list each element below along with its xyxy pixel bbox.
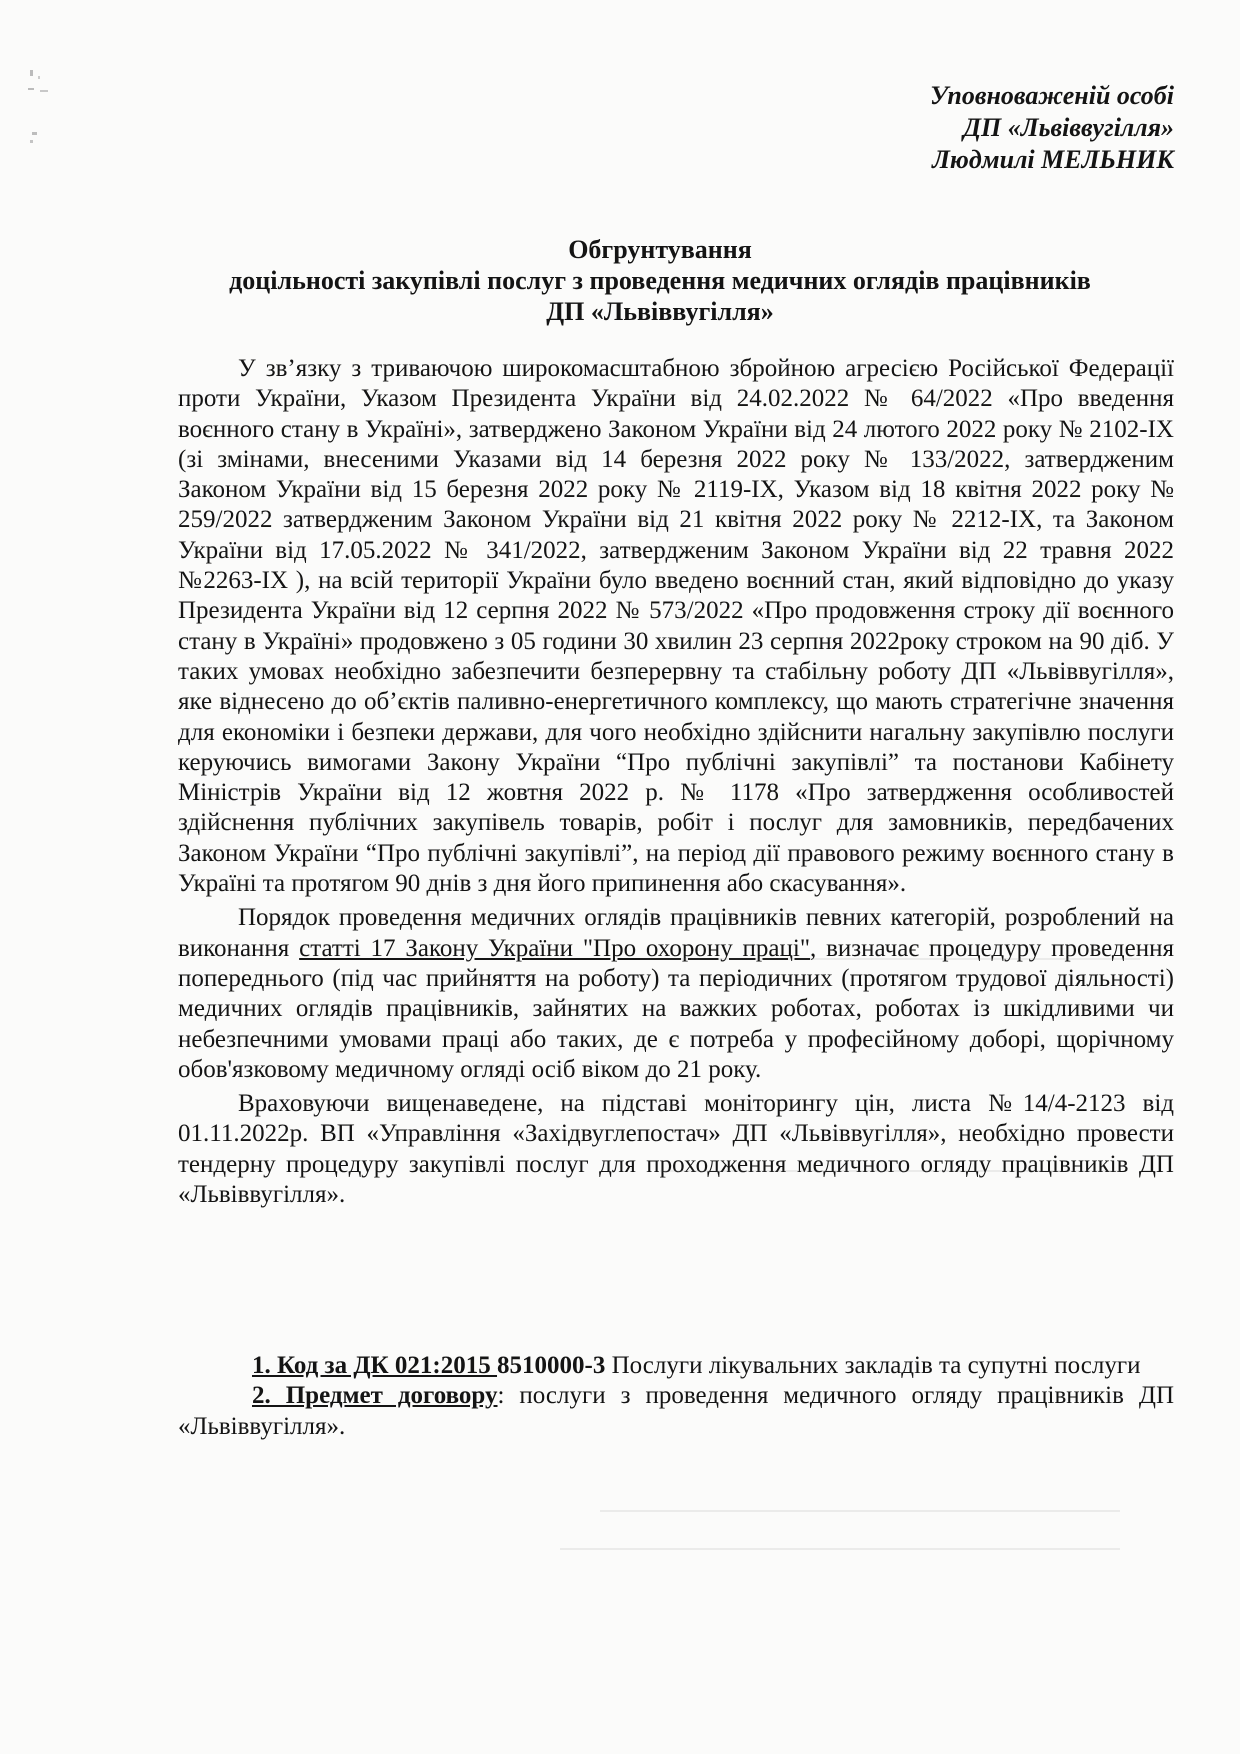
paragraph-medical-exams (178, 903, 1174, 1085)
paragraph-conclusion: Враховуючи вищенаведене, на підставі моніторингу цін, листа №14/4-2123 від 01.11.2022р. ВП «Управління «Західвуглепостач» ДП «Львіввугілля», необхідно провести тендерну процедуру закупівлі послуг для проходження медичного огляду працівників ДП «Львіввугілля». (178, 1090, 1174, 1209)
title-line-2: доцільності закупівлі послуг з проведення медичних оглядів працівників (229, 266, 1091, 295)
addressee-block (930, 80, 1174, 176)
item-contract-subject (178, 1381, 1174, 1442)
item-1-text: Послуги лікувальних закладів та супутні послуги (605, 1352, 1141, 1379)
item-1-label: 1. Код за ДК 021:2015 (252, 1352, 498, 1379)
addressee-line-1: Уповноваженій особі (930, 81, 1174, 110)
scan-shadow-line (560, 1548, 1120, 1550)
scan-artifact-icon (26, 66, 56, 162)
document-title (180, 234, 1140, 327)
scan-shadow-line (660, 1170, 1120, 1172)
item-dk-code (178, 1351, 1174, 1381)
addressee-line-2: ДП «Львіввугілля» (963, 113, 1174, 142)
item-2-label: 2. Предмет договору (252, 1382, 498, 1410)
law-article-link[interactable]: статті 17 Закону України "Про охорону праці" (299, 934, 811, 962)
scan-shadow-line (640, 958, 1140, 960)
procurement-items (178, 1351, 1174, 1442)
scan-shadow-line (600, 1510, 1120, 1512)
item-1-code: 8510000-3 (497, 1352, 606, 1379)
paragraph-medical-exams-start: Порядок проведення медичних оглядів працівників певних категорій, розроблений на виконання (178, 904, 1174, 962)
addressee-line-3: Людмилі МЕЛЬНИК (932, 145, 1174, 174)
title-line-3: ДП «Львіввугілля» (546, 297, 774, 326)
document-body (178, 354, 1174, 1210)
title-line-1: Обгрунтування (568, 235, 752, 264)
paragraph-medical-exams-end: , визначає процедуру проведення попереднього (під час прийняття на роботу) та періодичних (протягом трудової діяльності) медичних оглядів працівників, зайнятих на важких роботах, роботах із шкідливими чи небезпечними умовами праці або таких, де є потреба у професійному доборі, щорічному обов'язковому медичному огляді осіб віком до 21 року. (178, 934, 1174, 1083)
paragraph-martial-law: У зв’язку з триваючою широкомасштабною збройною агресією Російської Федерації проти України, Указом Президента України від 24.02.2022 № 64/2022 «Про введення воєнного стану в Україні», затверджено Законом України від 24 лютого 2022 року № 2102-IX (зі змінами, внесеними Указами від 14 березня 2022 року № 133/2022, затвердженим Законом України від 15 березня 2022 року № 2119-IX, Указом від 18 квітня 2022 року № 259/2022 затвердженим Законом України від 21 квітня 2022 року № 2212-IX, та Законом України від 17.05.2022 № 341/2022, затвердженим Законом України від 22 травня 2022 №2263-IX ), на всій території України було введено воєнний стан, який відповідно до указу Президента України від 12 серпня 2022 № 573/2022 «Про продовження строку дії воєнного стану в Україні» продовжено з 05 години 30 хвилин 23 серпня 2022року строком на 90 діб. У таких умовах необхідно забезпечити безперервну та стабільну роботу ДП «Львіввугілля», яке віднесено до об’єктів паливно-енергетичного комплексу, що мають стратегічне значення для економіки і безпеки держави, для чого необхідно здійснити нагальну закупівлю послуги керуючись вимогами Закону України “Про публічні закупівлі” та постанови Кабінету Міністрів України від 12 жовтня 2022 р. № 1178 «Про затвердження особливостей здійснення публічних закупівель товарів, робіт і послуг для замовників, передбачених Законом України “Про публічні закупівлі”, на період дії правового режиму воєнного стану в Україні та протягом 90 днів з дня його припинення або скасування». (178, 355, 1174, 898)
item-2-text: : послуги з проведення медичного огляду працівників ДП «Львіввугілля». (178, 1382, 1175, 1440)
